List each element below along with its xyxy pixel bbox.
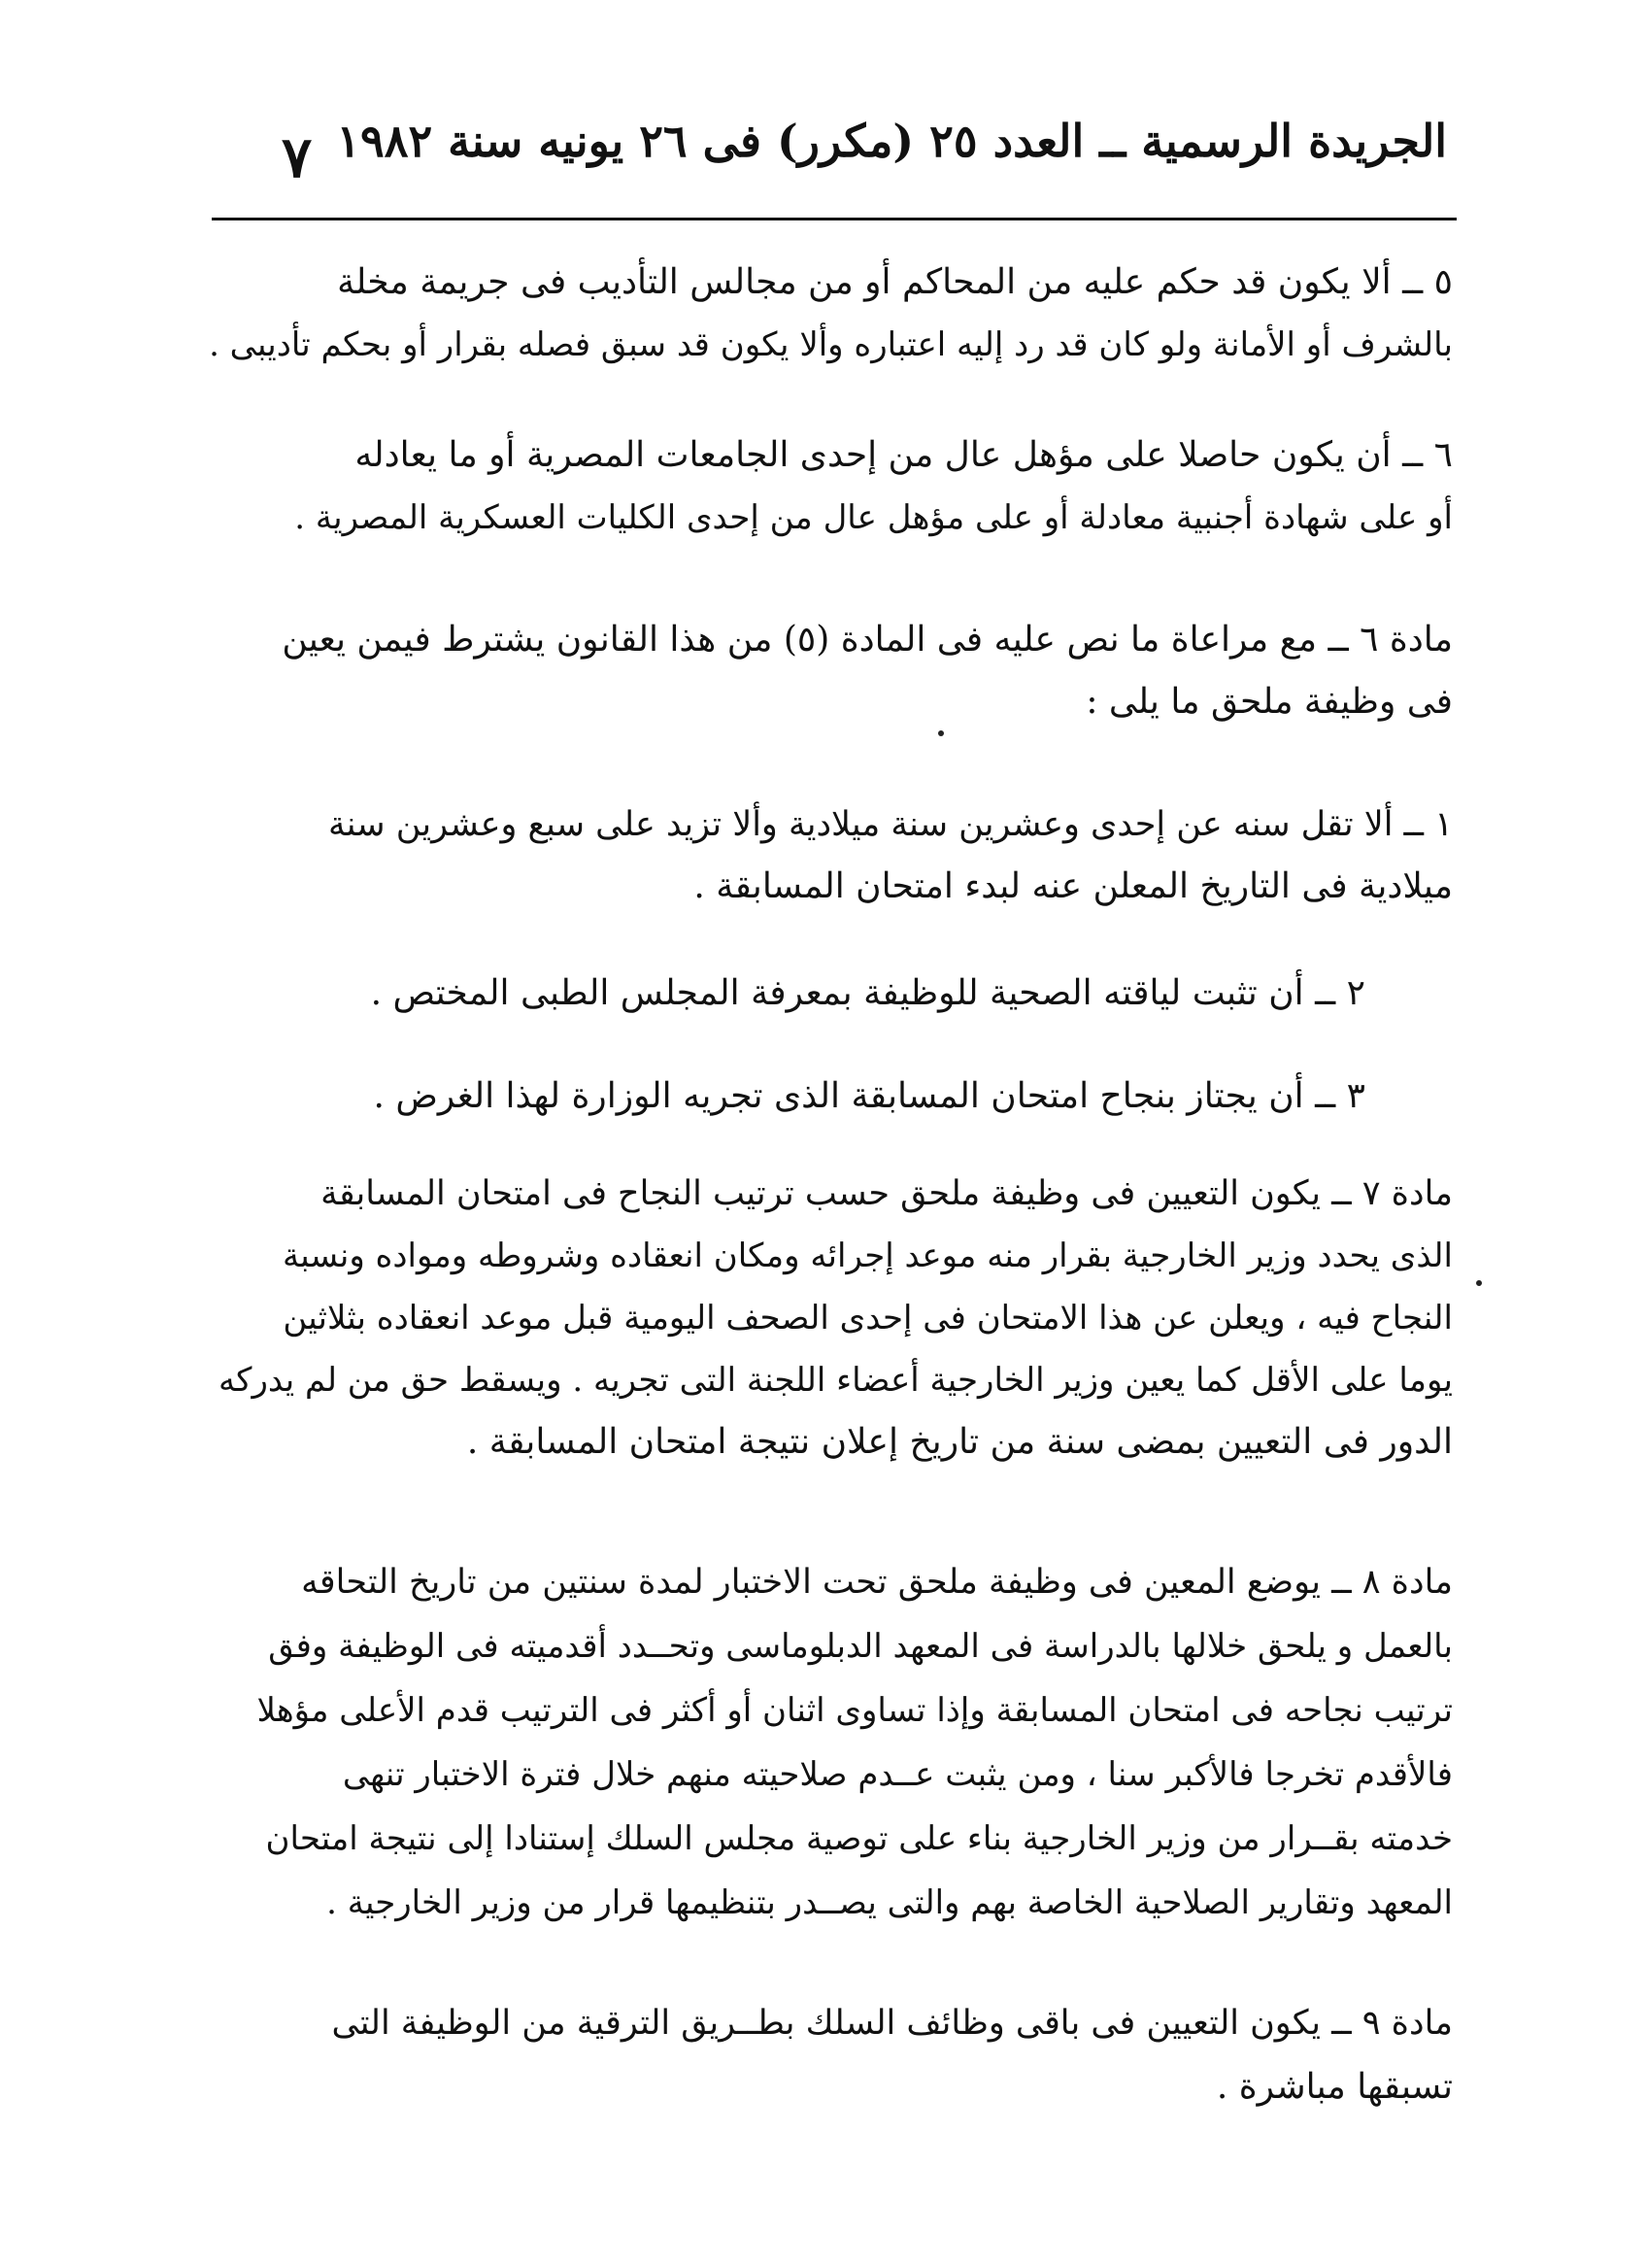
- gazette-title: الجريدة الرسمية ــ العدد ٢٥ (مكرر) فى ٢٦ يونيه سنة ١٩٨٢: [336, 115, 1447, 167]
- text-line: النجاح فيه ، ويعلن عن هذا الامتحان فى إحدى الصحف اليومية قبل موعد انعقاده بثلاثين: [283, 1299, 1453, 1337]
- text-line: الدور فى التعيين بمضى سنة من تاريخ إعلان نتيجة امتحان المسابقة .: [466, 1422, 1453, 1462]
- text-line: ٦ ــ أن يكون حاصلا على مؤهل عال من إحدى الجامعات المصرية أو ما يعادله: [354, 435, 1453, 475]
- text-line: يوما على الأقل كما يعين وزير الخارجية أعضاء اللجنة التى تجريه . ويسقط حق من لم يدركه: [218, 1361, 1453, 1400]
- clause-6-paragraph: [210, 427, 1453, 548]
- article-8-paragraph: [200, 1554, 1453, 1933]
- text-line: ٣ ــ أن يجتاز بنجاح امتحان المسابقة الذى تجريه الوزارة لهذا الغرض .: [373, 1076, 1365, 1116]
- text-line: الذى يحدد وزير الخارجية بقرار منه موعد إجرائه ومكان انعقاده وشروطه ومواده ونسبة: [283, 1236, 1453, 1275]
- text-line: بالشرف أو الأمانة ولو كان قد رد إليه اعتباره وألا يكون قد سبق فصله بقرار أو بحكم تأديبى .: [209, 325, 1453, 364]
- text-line: المعهد وتقارير الصلاحية الخاصة بهم والتى يصــدر بتنظيمها قرار من وزير الخارجية .: [326, 1883, 1453, 1922]
- article-6-item-3: [200, 1068, 1365, 1127]
- text-line: مادة ٧ ــ يكون التعيين فى وظيفة ملحق حسب ترتيب النجاح فى امتحان المسابقة: [320, 1174, 1453, 1213]
- text-line: ترتيب نجاحه فى امتحان المسابقة وإذا تساوى اثنان أو أكثر فى الترتيب قدم الأعلى مؤهلا: [256, 1691, 1453, 1730]
- text-line: ميلادية فى التاريخ المعلن عنه لبدء امتحان المسابقة .: [693, 866, 1453, 906]
- text-line: مادة ٨ ــ يوضع المعين فى وظيفة ملحق تحت الاختبار لمدة سنتين من تاريخ التحاقه: [301, 1563, 1453, 1602]
- page-number: ٧: [282, 124, 313, 190]
- scan-speck: [1476, 1280, 1482, 1286]
- text-line: تسبقها مباشرة .: [1216, 2067, 1453, 2107]
- text-line: مادة ٩ ــ يكون التعيين فى باقى وظائف السلك بطــريق الترقية من الوظيفة التى: [331, 2004, 1453, 2043]
- text-line: ٥ ــ ألا يكون قد حكم عليه من المحاكم أو من مجالس التأديب فى جريمة مخلة: [337, 262, 1453, 302]
- text-line: أو على شهادة أجنبية معادلة أو على مؤهل عال من إحدى الكليات العسكرية المصرية .: [294, 498, 1453, 537]
- article-6-item-1: [210, 796, 1453, 917]
- text-line: مادة ٦ ــ مع مراعاة ما نص عليه فى المادة (٥) من هذا القانون يشترط فيمن يعين: [282, 620, 1453, 660]
- text-line: بالعمل و يلحق خلالها بالدراسة فى المعهد الدبلوماسى وتحــدد أقدميته فى الوظيفة وفق: [268, 1627, 1453, 1666]
- article-6-item-2: [200, 965, 1365, 1024]
- header-divider: [212, 218, 1457, 220]
- text-line: فى وظيفة ملحق ما يلى :: [1086, 682, 1453, 722]
- article-9-paragraph: [200, 1995, 1453, 2117]
- article-7-paragraph: [200, 1166, 1453, 1473]
- text-line: ٢ ــ أن تثبت لياقته الصحية للوظيفة بمعرفة المجلس الطبى المختص .: [370, 973, 1365, 1013]
- article-6-paragraph: [210, 612, 1453, 732]
- text-line: خدمته بقــرار من وزير الخارجية بناء على توصية مجلس السلك إستنادا إلى نتيجة امتحان: [265, 1819, 1453, 1858]
- scan-speck: [938, 730, 944, 736]
- text-line: فالأقدم تخرجا فالأكبر سنا ، ومن يثبت عــدم صلاحيته منهم خلال فترة الاختبار تنهى: [342, 1755, 1453, 1794]
- page-header: [223, 115, 1447, 192]
- clause-5-paragraph: [210, 254, 1453, 375]
- text-line: ١ ــ ألا تقل سنه عن إحدى وعشرين سنة ميلادية وألا تزيد على سبع وعشرين سنة: [327, 805, 1453, 844]
